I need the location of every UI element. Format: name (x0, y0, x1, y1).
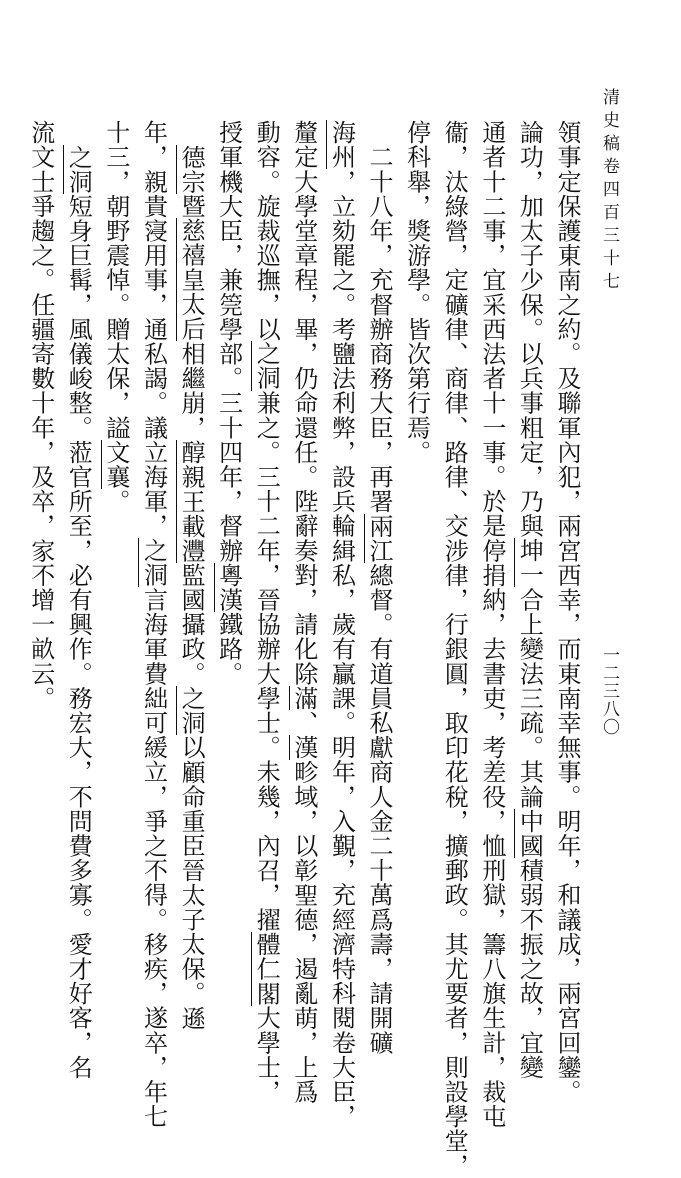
text-run: 兼之。三十二年，晉協辦大學士。未幾，內召，擢 (252, 390, 281, 932)
proper-name: 中國 (515, 808, 544, 859)
text-column (59, 120, 97, 1080)
running-title: 清史稿卷四百三十七 (599, 88, 619, 295)
proper-name: 海州 (327, 120, 356, 170)
proper-name: 之洞 (177, 685, 206, 736)
text-run: 積弱不振之故，宜變 (515, 858, 544, 1080)
text-run (64, 120, 92, 145)
text-run: 釐定大學堂章程，畢，仍命還任。陛辭奏對，請化除 (289, 120, 318, 686)
text-run: 十三，朝野震悼。贈太保，謚 (101, 120, 130, 440)
text-run: 短身巨髯，風儀峻整。蒞官所至，必有興作。務宏大，不問費多寡。愛才好客，名 (64, 193, 93, 1080)
text-column (247, 120, 285, 1105)
text-body (26, 120, 585, 1178)
text-column (134, 120, 172, 1129)
text-run: 畛域，以彰聖德，遏亂萌，上爲 (289, 759, 318, 1105)
text-run: 鐵路。 (214, 612, 243, 686)
text-run: 二十八年，充督辦商務大臣，再署 (365, 120, 394, 514)
text-run: ，立劾罷之。考鹽法利弊，設兵輪緝私，歲有贏課。明年，入覲，充經濟特科閱卷大臣， (327, 169, 356, 1129)
text-run: 言海軍費絀可緩立，爭之不得。移疾，遂卒，年七 (139, 587, 168, 1129)
text-column (171, 120, 209, 1031)
text-column (21, 120, 59, 950)
text-run: 動容。旋裁巡撫，以 (252, 120, 281, 342)
text-run: 流文士爭趨之。任疆寄數十年，及卒，家不增一畝云。 (26, 120, 55, 711)
text-run: 。 (101, 489, 130, 514)
text-run: 授軍機大臣，兼筦學部。三十四年，督辦 (214, 120, 243, 563)
text-run: 合上變法三疏。其論 (515, 587, 544, 809)
text-run: 總督。有道員私獻商人金二十萬爲壽，請開礦 (365, 562, 394, 1055)
text-column (359, 120, 397, 1055)
text-run: 相繼崩， (177, 341, 206, 440)
proper-name: 德宗 (177, 144, 206, 194)
text-run: 監國攝政。 (177, 562, 206, 686)
text-run: 通者十二事，宜采西法者十一事。於是停捐納，去書吏，考差役，恤刑獄，籌八旗生計，裁屯 (477, 120, 506, 1129)
text-column (435, 120, 473, 1178)
proper-name: 滿 (289, 685, 318, 711)
proper-name: 慈禧皇太后 (177, 218, 206, 342)
text-run: 停科舉，獎游學。皆次第行焉。 (402, 120, 431, 465)
text-run: 衞，汰綠營，定礦律、商律、路律、交涉律，行銀圓，取印花稅，擴郵政。其尤要者，則設學堂， (440, 120, 469, 1178)
text-run: 年，親貴寖用事，通私謁。議立海軍， (139, 120, 168, 539)
text-column (284, 120, 322, 1105)
text-run: 論功，加太子少保。以兵事粗定，乃與 (515, 120, 544, 539)
proper-name: 之洞 (252, 341, 281, 391)
proper-name: 醇親王載灃 (177, 439, 206, 563)
proper-name: 漢 (289, 735, 318, 760)
text-column (96, 120, 134, 950)
text-column (472, 120, 510, 1129)
text-run: 暨 (177, 193, 206, 219)
proper-name: 之洞 (139, 538, 168, 588)
proper-name: 坤一 (515, 538, 544, 588)
proper-name: 粵漢 (214, 562, 243, 613)
text-run: 領事定保護東南之約。及聯軍內犯，兩宮西幸，而東南幸無事。明年，和議成，兩宮回鑾。 (553, 120, 581, 1104)
text-column (510, 120, 548, 1080)
text-column (547, 120, 585, 1104)
text-column (322, 120, 360, 1129)
text-column (209, 120, 247, 950)
proper-name: 之洞 (64, 144, 93, 194)
page-number: 一二三八〇 (599, 646, 619, 736)
text-run (177, 120, 205, 145)
text-run: 以顧命重臣晉太子太保。遜 (177, 735, 206, 1031)
proper-name: 文襄 (101, 439, 130, 490)
text-column (397, 120, 435, 950)
text-run: 、 (289, 710, 318, 736)
text-run: 大學士， (252, 1005, 281, 1105)
proper-name: 兩江 (365, 513, 394, 563)
proper-name: 體仁閣 (252, 931, 281, 1006)
